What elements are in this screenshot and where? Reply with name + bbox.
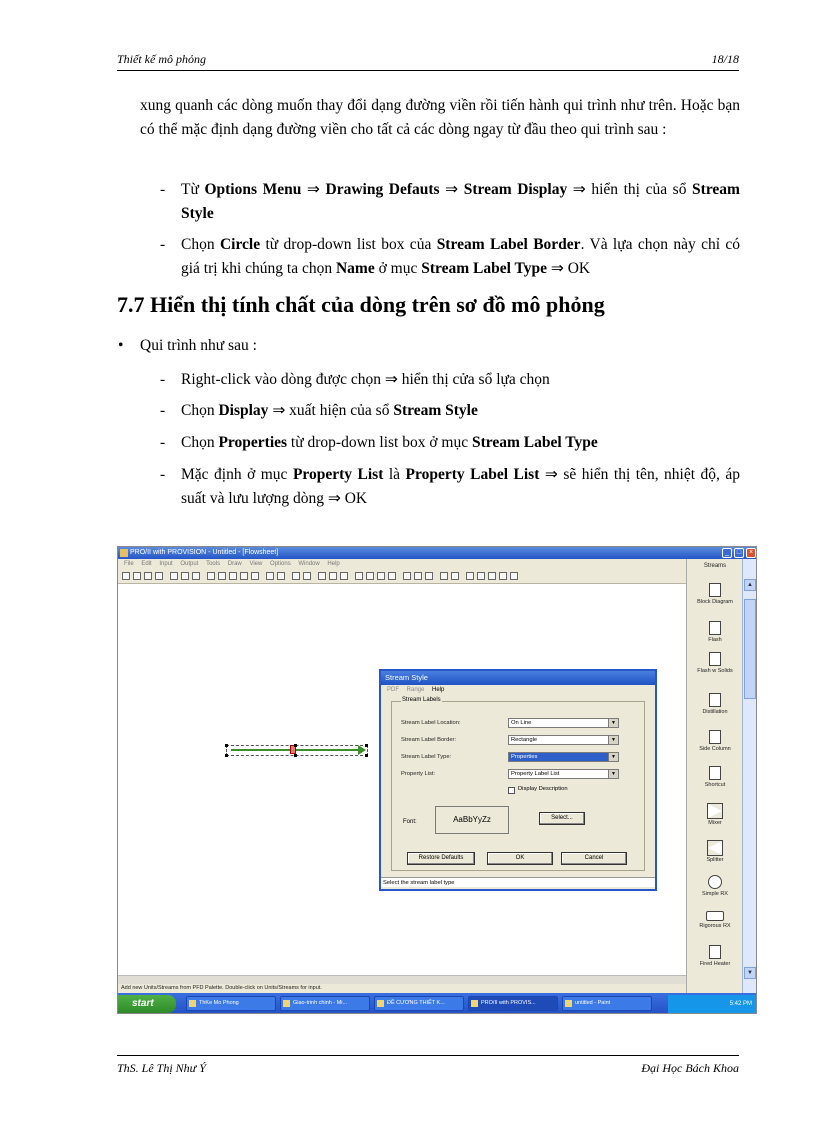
step-text-part: Chọn xyxy=(181,236,220,253)
display-description-label: Display Description xyxy=(518,786,568,792)
palette-item-label: Side Column xyxy=(699,746,731,752)
dash-marker: - xyxy=(160,402,166,419)
menu-view[interactable]: View xyxy=(249,561,263,567)
step-text-part: ⇒ xyxy=(439,181,464,198)
open-file-icon[interactable] xyxy=(133,572,141,580)
step-bold-part: Stream Label Type xyxy=(421,260,547,277)
side-column-icon xyxy=(709,730,721,744)
print-icon[interactable] xyxy=(155,572,163,580)
link-icon[interactable] xyxy=(388,572,396,580)
menu-options[interactable]: Options xyxy=(270,561,291,567)
intro-paragraph: xung quanh các dòng muốn thay đổi dạng đường viền rồi tiến hành qui trình như trên. Hoặc bạn có thể mặc định dạng đường viền cho tất cả các dòng ngay từ đầu theo qui trình sau : xyxy=(140,97,740,138)
palette-item-label: Shortcut xyxy=(704,782,726,788)
scroll-up-icon[interactable]: ▲ xyxy=(744,579,756,591)
step-bold-part: Drawing Defauts xyxy=(325,181,440,198)
label-type-select[interactable] xyxy=(508,752,619,762)
maximize-icon[interactable]: □ xyxy=(734,548,744,558)
taskbar-item-label: PRO/II with PROVIS... xyxy=(481,1000,536,1006)
scroll-thumb[interactable] xyxy=(744,599,756,699)
step-bold-part: Stream Label Type xyxy=(471,434,598,451)
pro2-icon xyxy=(471,1000,478,1007)
label-border-select[interactable] xyxy=(508,735,619,745)
app-icon xyxy=(120,549,128,557)
flask-icon[interactable] xyxy=(251,572,259,580)
toolbar xyxy=(118,569,686,584)
palette-title: Streams xyxy=(703,563,727,569)
list-icon[interactable] xyxy=(218,572,226,580)
stream-line[interactable] xyxy=(231,749,364,751)
shape-icon[interactable] xyxy=(403,572,411,580)
dialog-title: Stream Style xyxy=(381,671,655,685)
menu-file[interactable]: File xyxy=(124,561,134,567)
step-text-part: ⇒ xuất hiện của sổ xyxy=(268,402,394,419)
status-bar: Add new Units/Streams from PFD Palette. Double-click on Units/Streams for input. xyxy=(118,984,686,993)
restore-defaults-button[interactable]: Restore Defaults xyxy=(407,852,475,865)
taskbar-item-label: ĐỀ CƯƠNG THIẾT K... xyxy=(387,1000,445,1006)
menu-bar xyxy=(118,559,686,569)
palette-item-label: Distillation xyxy=(702,709,728,715)
step-text-part: Mặc định ở mục xyxy=(181,466,293,483)
step-icon[interactable] xyxy=(303,572,311,580)
flowsheet-canvas[interactable] xyxy=(118,584,686,984)
palette-item-splitter[interactable] xyxy=(687,841,743,863)
menu-draw[interactable]: Draw xyxy=(227,561,242,567)
run-icon[interactable] xyxy=(292,572,300,580)
ok-button[interactable]: OK xyxy=(487,852,553,865)
palette-item-label: Simple RX xyxy=(702,891,728,897)
palette-item-shortcut[interactable] xyxy=(687,766,743,788)
software-screenshot xyxy=(117,546,757,1014)
fired-heater-icon xyxy=(709,945,721,959)
menu-tools[interactable]: Tools xyxy=(206,561,221,567)
step-text xyxy=(181,233,740,281)
step-text xyxy=(181,431,740,455)
step-bold-part: Name xyxy=(335,260,375,277)
zoom-icon[interactable] xyxy=(170,572,178,580)
header-title: Thiết kế mô phỏng xyxy=(117,52,206,66)
palette-item-simple-rx[interactable] xyxy=(687,875,743,897)
taskbar-item-label: ThKe Mo Phong xyxy=(199,1000,239,1006)
taskbar-item[interactable] xyxy=(280,996,370,1011)
mixer-icon xyxy=(708,804,722,818)
word-icon xyxy=(377,1000,384,1007)
palette-item-label: Splitter xyxy=(706,857,724,863)
clock: 5:42 PM xyxy=(729,1001,752,1007)
paint-icon xyxy=(565,1000,572,1007)
stream-style-dialog xyxy=(379,669,657,891)
palette-item-fired-heater[interactable] xyxy=(687,945,743,967)
zoom-out-icon[interactable] xyxy=(499,572,507,580)
chevron-down-icon[interactable]: ▼ xyxy=(608,736,618,744)
palette-item-flash-solids[interactable] xyxy=(687,652,743,674)
step-bold-part: Stream Display xyxy=(463,181,568,198)
step-text-part: ⇒ OK xyxy=(546,260,591,277)
delete-icon[interactable] xyxy=(466,572,474,580)
page-header xyxy=(117,52,739,68)
property-list-select[interactable] xyxy=(508,769,619,779)
dialog-menu-pdf[interactable]: PDF xyxy=(387,687,399,693)
step-bold-part: Property List xyxy=(292,466,384,483)
scale-icon[interactable] xyxy=(329,572,337,580)
save-icon[interactable] xyxy=(144,572,152,580)
font-preview: AaBbYyZz xyxy=(435,806,509,834)
step-text: Right-click vào dòng được chọn ⇒ hiển thị cửa sổ lựa chọn xyxy=(181,371,550,388)
check-icon[interactable] xyxy=(266,572,274,580)
dialog-status-bar: Select the stream label type xyxy=(381,877,655,887)
distillation-column-icon xyxy=(709,693,721,707)
dash-marker: - xyxy=(160,434,166,451)
palette-item-rigorous-rx[interactable] xyxy=(687,911,743,929)
dialog-menu-help[interactable]: Help xyxy=(432,687,445,693)
app-title-bar xyxy=(118,547,757,559)
minimize-icon[interactable]: _ xyxy=(722,548,732,558)
bullet-dot: • xyxy=(118,337,124,354)
start-button[interactable]: start xyxy=(118,995,176,1013)
shortcut-column-icon xyxy=(709,766,721,780)
selection-handle[interactable] xyxy=(225,754,228,757)
pencil-icon[interactable] xyxy=(414,572,422,580)
step-text-part: ⇒ hiển thị của sổ xyxy=(567,181,693,198)
align-icon[interactable] xyxy=(477,572,485,580)
menu-help[interactable]: Help xyxy=(327,561,340,567)
selection-handle[interactable] xyxy=(365,744,368,747)
step-bold-part: Stream Style xyxy=(393,402,478,419)
section-heading: 7.7 Hiển thị tính chất của dòng trên sơ đồ mô phỏng xyxy=(117,292,605,317)
grid-icon[interactable] xyxy=(229,572,237,580)
header-rule xyxy=(117,70,739,71)
step-bold-part: Stream Label Border xyxy=(436,236,581,253)
step-text xyxy=(181,463,740,511)
zoom-in-icon[interactable] xyxy=(488,572,496,580)
palette-item-label: Block Diagram xyxy=(697,599,733,605)
selection-handle[interactable] xyxy=(294,744,297,747)
step-text-part: là xyxy=(383,466,406,483)
units-icon[interactable] xyxy=(318,572,326,580)
label-location-label: Stream Label Location: xyxy=(401,720,461,726)
flash-drum-icon xyxy=(709,621,721,635)
dash-marker: - xyxy=(160,466,166,483)
copy-icon[interactable] xyxy=(181,572,189,580)
step-text-part: từ drop-down list box ở mục xyxy=(287,434,472,451)
palette-item-label: Fired Heater xyxy=(699,961,731,967)
taskbar-item-label: untitled - Paint xyxy=(575,1000,611,1006)
system-tray xyxy=(668,995,757,1013)
folder-icon xyxy=(189,1000,196,1007)
menu-window[interactable]: Window xyxy=(298,561,320,567)
block-diagram-icon xyxy=(709,583,721,597)
property-icon[interactable] xyxy=(340,572,348,580)
label-border-value: Rectangle xyxy=(511,737,538,743)
step-bold-part: Display xyxy=(218,402,269,419)
font-label: Font: xyxy=(403,819,417,825)
palette-item-label: Flash w Solids xyxy=(697,668,733,674)
simple-reactor-icon xyxy=(708,875,722,889)
label-type-value: Properties xyxy=(511,754,538,760)
cut-icon[interactable] xyxy=(440,572,448,580)
taskbar-item[interactable] xyxy=(374,996,464,1011)
stream-icon[interactable] xyxy=(355,572,363,580)
menu-output[interactable]: Output xyxy=(180,561,199,567)
selection-handle[interactable] xyxy=(294,754,297,757)
step-text-part: . Và lựa chọn này chỉ có giá trị khi chúng ta chọn xyxy=(181,236,741,277)
chevron-down-icon[interactable]: ▼ xyxy=(608,770,618,778)
splitter-icon xyxy=(708,841,722,855)
window-title: PRO/II with PROVISION - Untitled - [Flowsheet] xyxy=(130,549,279,556)
dash-marker: - xyxy=(160,181,166,198)
chart-icon[interactable] xyxy=(277,572,285,580)
step-text-part: ⇒ xyxy=(301,181,326,198)
taskbar-item[interactable] xyxy=(562,996,652,1011)
close-icon[interactable]: × xyxy=(746,548,756,558)
window-controls xyxy=(722,548,756,558)
rigorous-reactor-icon xyxy=(706,911,724,921)
dash-marker: - xyxy=(160,236,166,253)
header-page-number: 18/18 xyxy=(711,52,739,66)
palette-item-flash[interactable] xyxy=(687,621,743,643)
step-text-part: Chọn xyxy=(181,402,219,419)
report-icon[interactable] xyxy=(207,572,215,580)
flash-solids-icon xyxy=(709,652,721,666)
selection-handle[interactable] xyxy=(225,744,228,747)
palette-item-label: Mixer xyxy=(708,820,722,826)
dialog-menu xyxy=(381,685,655,695)
step-bold-part: Properties xyxy=(218,434,288,451)
pfd-palette xyxy=(686,559,743,993)
taskbar-item[interactable] xyxy=(186,996,276,1011)
step-bold-part: Circle xyxy=(219,236,261,253)
step-text-part: Chọn xyxy=(181,434,219,451)
palette-item-distillation[interactable] xyxy=(687,693,743,715)
windows-taskbar xyxy=(118,993,757,1014)
footer-institution: Đại Học Bách Khoa xyxy=(641,1061,739,1075)
selection-handle[interactable] xyxy=(365,754,368,757)
pipe-icon[interactable] xyxy=(377,572,385,580)
cancel-button[interactable]: Cancel xyxy=(561,852,627,865)
step-text-part: ⇒ sẽ hiển thị tên, nhiệt độ, áp suất và lưu lượng dòng ⇒ OK xyxy=(181,466,741,507)
palette-scrollbar[interactable] xyxy=(742,559,757,993)
scroll-down-icon[interactable]: ▼ xyxy=(744,967,756,979)
table-icon[interactable] xyxy=(192,572,200,580)
taskbar-item-label: Giao-trinh chinh - Mi... xyxy=(293,1000,348,1006)
chevron-down-icon[interactable]: ▼ xyxy=(608,753,618,761)
palette-item-block-diagram[interactable] xyxy=(687,583,743,605)
palette-item-mixer[interactable] xyxy=(687,804,743,826)
bullet-text: Qui trình như sau : xyxy=(140,337,257,354)
palette-item-label: Flash xyxy=(708,637,722,643)
arrow-icon[interactable] xyxy=(366,572,374,580)
paint-icon[interactable] xyxy=(425,572,433,580)
step-text xyxy=(181,399,740,423)
label-border-label: Stream Label Border: xyxy=(401,737,457,743)
property-list-value: Property Label List xyxy=(511,771,560,777)
palette-item-side-column[interactable] xyxy=(687,730,743,752)
footer-author: ThS. Lê Thị Như Ý xyxy=(117,1061,206,1075)
label-location-value: On Line xyxy=(511,720,532,726)
menu-edit[interactable]: Edit xyxy=(141,561,152,567)
draw-icon[interactable] xyxy=(510,572,518,580)
select-font-button[interactable]: Select... xyxy=(539,812,585,825)
menu-input[interactable]: Input xyxy=(159,561,173,567)
label-type-label: Stream Label Type: xyxy=(401,754,452,760)
step-text-part: từ drop-down list box của xyxy=(260,236,437,253)
chevron-down-icon[interactable]: ▼ xyxy=(608,719,618,727)
paste-icon[interactable] xyxy=(451,572,459,580)
step-bold-part: Property Label List xyxy=(405,466,540,483)
palette-item-label: Rigorous RX xyxy=(699,923,731,929)
label-location-select[interactable] xyxy=(508,718,619,728)
component-icon[interactable] xyxy=(240,572,248,580)
step-text xyxy=(181,178,740,226)
step-text-part: ở mục xyxy=(374,260,422,277)
step-bold-part: Options Menu xyxy=(204,181,302,198)
footer-rule xyxy=(117,1055,739,1056)
new-file-icon[interactable] xyxy=(122,572,130,580)
dialog-menu-range[interactable]: Range xyxy=(406,687,425,693)
group-label: Stream Labels xyxy=(402,697,441,703)
step-text-part: Từ xyxy=(181,181,205,198)
dash-marker: - xyxy=(160,371,166,388)
display-description-checkbox[interactable] xyxy=(508,787,515,794)
property-list-label: Property List: xyxy=(401,771,436,777)
step-bold-part: Stream Style xyxy=(181,181,740,222)
taskbar-item[interactable] xyxy=(468,996,558,1011)
word-icon xyxy=(283,1000,290,1007)
